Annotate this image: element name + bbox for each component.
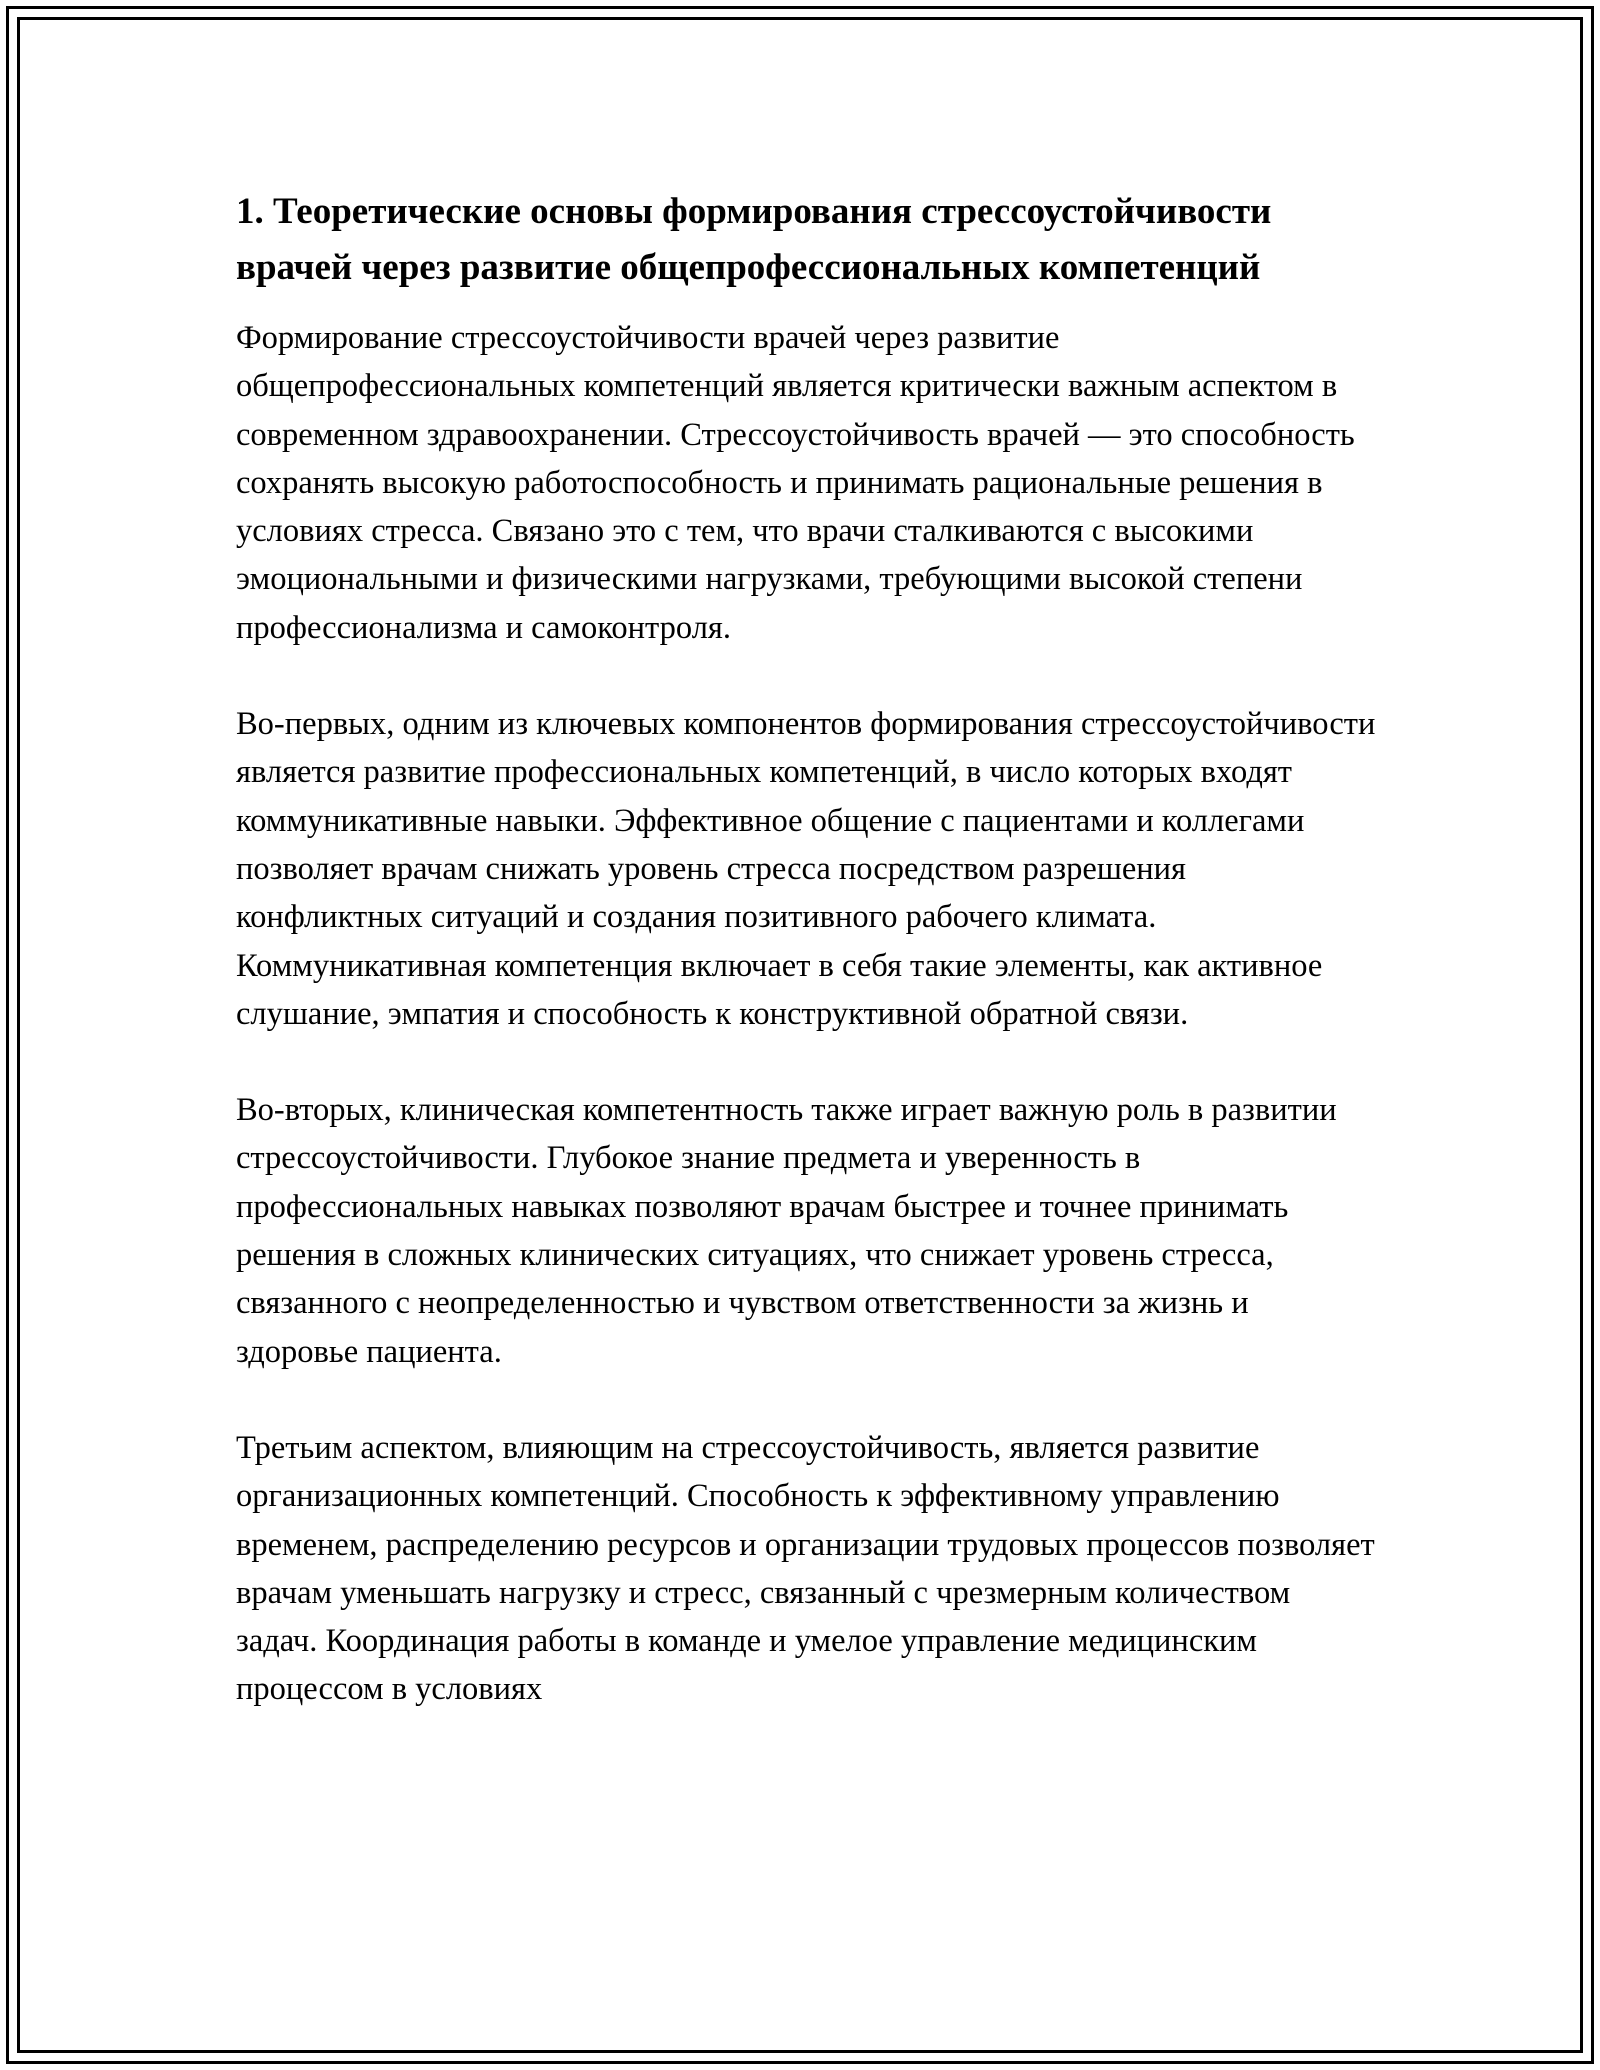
paragraph-3: Во-вторых, клиническая компетентность также играет важную роль в развитии стрессоустойчивости. Глубокое знание предмета и уверенность в профессиональных навыках позволяют врачам быстрее и точнее принимать решения в сложных клинических ситуациях, что снижает уровень стресса, связанного с неопределенностью и чувством ответственности за жизнь и здоровье пациента. — [236, 1092, 1337, 1370]
paragraph-2: Во-первых, одним из ключевых компонентов формирования стрессоустойчивости является развитие профессиональных компетенций, в число которых входят коммуникативные навыки. Эффективное общение с пациентами и коллегами позволяет врачам снижать уровень стресса посредством разрешения конфликтных ситуаций и создания позитивного рабочего климата. Коммуникативная компетенция включает в себя такие элементы, как активное слушание, эмпатия и способность к конструктивной обратной связи. — [236, 706, 1376, 1032]
paragraph-4: Третьим аспектом, влияющим на стрессоустойчивость, является развитие организационных компетенций. Способность к эффективному управлению временем, распределению ресурсов и организации трудовых процессов позволяет врачам уменьшать нагрузку и стресс, связанный с чрезмерным количеством задач. Координация работы в команде и умелое управление медицинским процессом в условиях — [236, 1429, 1375, 1708]
document-content — [236, 184, 1376, 1762]
paragraph-1: Формирование стрессоустойчивости врачей через развитие общепрофессиональных компетенций является критически важным аспектом в современном здравоохранении. Стрессоустойчивость врачей — это способность сохранять высокую работоспособность и принимать рациональные решения в условиях стресса. Связано это с тем, что врачи сталкиваются с высокими эмоциональными и физическими нагрузками, требующими высокой степени профессионализма и самоконтроля. — [236, 320, 1355, 646]
section-heading: 1. Теоретические основы формирования стрессоустойчивости врачей через развитие общепрофессиональных компетенций — [236, 191, 1272, 288]
